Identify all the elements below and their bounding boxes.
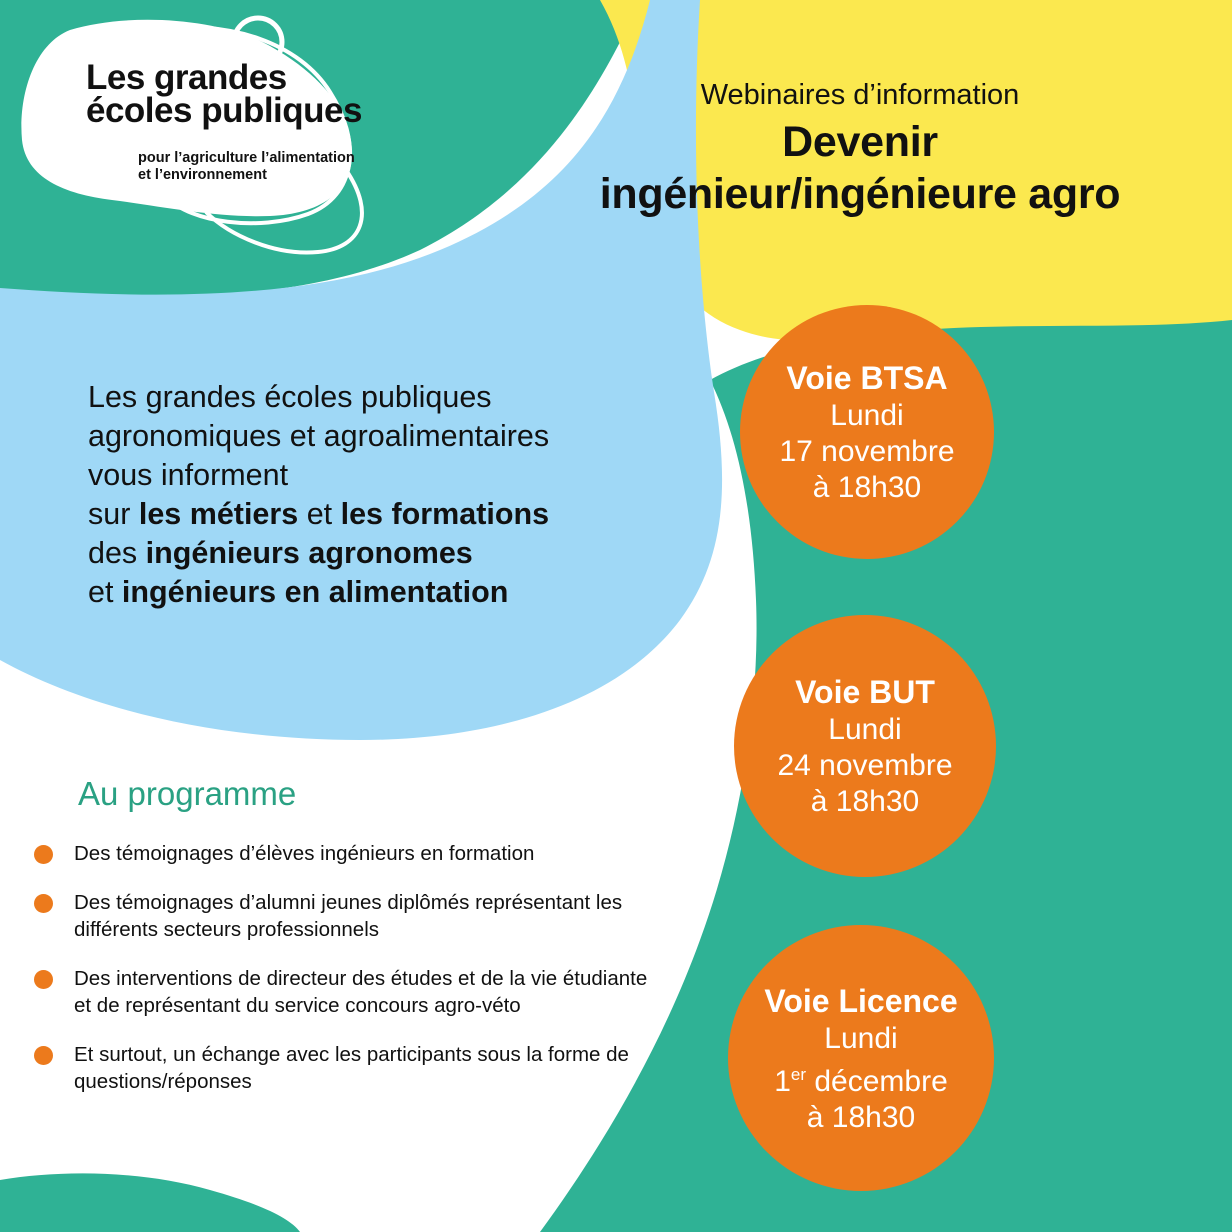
intro-highlight-metiers: les métiers (138, 497, 299, 531)
logo-line-1: Les grandes (86, 58, 287, 97)
logo-wordmark (86, 58, 386, 130)
intro-paragraph (88, 378, 688, 612)
session-date-ordinal: er (790, 1064, 807, 1084)
session-date-number: 1 (774, 1064, 791, 1098)
intro-highlight-alimentation: ingénieurs en alimentation (121, 575, 509, 609)
page-title-line-2: ingénieur/ingénieure agro (599, 170, 1121, 218)
intro-line-5-pre: des (88, 536, 146, 570)
list-item (30, 965, 650, 1019)
session-time: à 18h30 (806, 1100, 916, 1134)
intro-line-1: Les grandes écoles publiques (88, 380, 492, 414)
logo-line-2: écoles publiques (86, 91, 362, 130)
list-item-label: Des témoignages d’élèves ingénieurs en formation (74, 842, 535, 865)
poster-header (520, 76, 1200, 220)
list-item-label: Et surtout, un échange avec les participants sous la forme de questions/réponses (74, 1043, 629, 1093)
session-time: à 18h30 (810, 785, 920, 818)
intro-line-3: vous informent (88, 458, 289, 492)
session-day: Lundi (824, 1021, 898, 1055)
intro-highlight-agronomes: ingénieurs agronomes (145, 536, 473, 570)
list-item (30, 1041, 650, 1095)
session-date (774, 1057, 948, 1100)
page-title (520, 116, 1200, 220)
list-item-label: Des témoignages d’alumni jeunes diplômés représentant les différents secteurs professionnels (74, 891, 623, 941)
intro-line-6 (88, 573, 688, 612)
session-badge-btsa (740, 305, 994, 559)
bullet-icon (34, 1046, 53, 1065)
list-item (30, 840, 650, 867)
intro-line-6-pre: et (88, 575, 122, 609)
session-badge-but (734, 615, 996, 877)
page-title-line-1: Devenir (782, 118, 938, 166)
intro-line-2: agronomiques et agroalimentaires (88, 419, 550, 453)
session-time: à 18h30 (812, 471, 922, 504)
intro-line-4-pre: sur (88, 497, 139, 531)
session-title: Voie BTSA (786, 360, 948, 396)
session-day: Lundi (828, 713, 902, 746)
session-badge-licence (728, 925, 994, 1191)
brand-logo (28, 10, 408, 225)
session-title: Voie BUT (795, 674, 935, 710)
bullet-icon (34, 845, 53, 864)
programme-list (30, 840, 650, 1117)
session-day: Lundi (830, 399, 904, 432)
logo-subtitle: pour l’agriculture l’alimentation et l’environnement (138, 150, 355, 183)
programme-heading: Au programme (78, 775, 297, 812)
session-date-month: décembre (806, 1064, 948, 1098)
list-item-label: Des interventions de directeur des études et de la vie étudiante et de représentant du service concours agro-véto (74, 967, 648, 1017)
header-kicker: Webinaires d’information (700, 79, 1020, 111)
session-date: 24 novembre (777, 749, 953, 782)
session-title: Voie Licence (764, 982, 958, 1019)
bullet-icon (34, 970, 53, 989)
intro-line-4-mid: et (298, 497, 341, 531)
list-item (30, 889, 650, 943)
intro-highlight-formations: les formations (340, 497, 550, 531)
intro-line-5 (88, 534, 688, 573)
bullet-icon (34, 894, 53, 913)
session-date: 17 novembre (779, 435, 955, 468)
intro-line-4 (88, 495, 688, 534)
